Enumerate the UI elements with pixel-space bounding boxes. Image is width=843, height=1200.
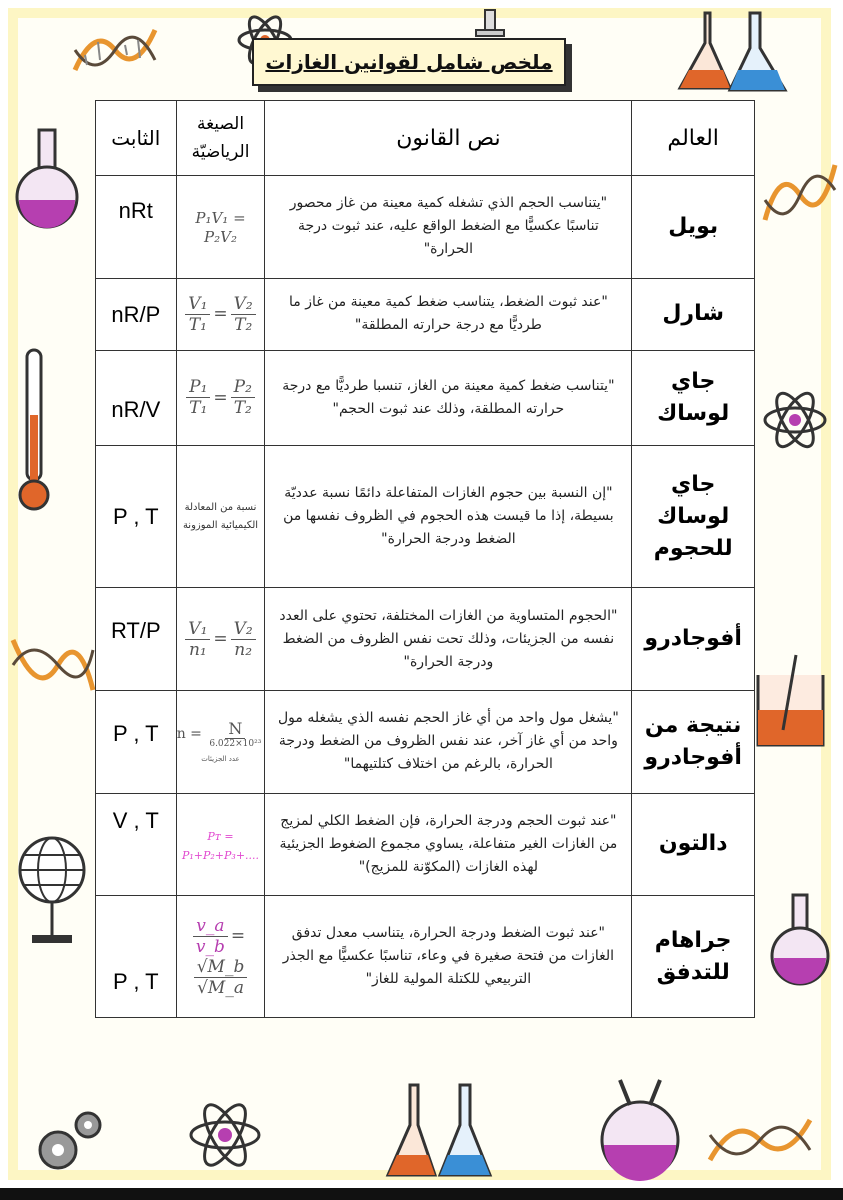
flask-left-icon xyxy=(12,125,82,235)
formula-cell xyxy=(176,793,265,896)
table-row xyxy=(96,445,755,587)
scientist-cell: نتيجة من أفوجادرو xyxy=(632,690,755,793)
scientist-cell: أفوجادرو xyxy=(632,588,755,691)
dna-left-icon xyxy=(8,630,98,700)
table-row xyxy=(96,278,755,350)
constant-cell: P , T xyxy=(96,690,177,793)
formula-cell: $\frac{\text{P₁}}{\text{T₁}}$ = $\frac{\text{P₂}}{\text{T₂}}$ xyxy=(176,350,265,445)
round-flask-icon xyxy=(590,1075,690,1185)
table-row xyxy=(96,176,755,279)
atom-right-icon xyxy=(760,385,830,455)
header-law-text: نص القانون xyxy=(265,101,632,176)
constant-cell: P , T xyxy=(96,896,177,1018)
page-title xyxy=(252,38,566,86)
fraction: $\frac{\text{V₂}}{\text{T₂}}$ xyxy=(231,294,256,335)
scientist-cell: جاي لوساك xyxy=(632,350,755,445)
law-text-cell: "عند ثبوت الضغط، يتناسب ضغط كمية معينة من غاز ما طرديًّا مع درجة حرارته المطلقة" xyxy=(265,278,632,350)
fraction: $\frac{\text{P₁}}{\text{T₁}}$ xyxy=(186,377,210,418)
fraction: $\frac{N}{\text{6.022×10²³}}$ xyxy=(209,718,262,749)
constant-cell: P , T xyxy=(96,445,177,587)
constant-cell: nR/V xyxy=(96,350,177,445)
formula-cell: $\frac{v\_a}{v\_b}$ = $\frac{√M\_b}{√M\_a}$ xyxy=(176,896,265,1018)
constant-cell: V , T xyxy=(96,793,177,896)
flask-right-icon xyxy=(768,890,833,990)
formula-cell: n = $\frac{N}{\text{6.022×10²³}}$ عدد الجزيئات xyxy=(176,690,265,793)
thermometer-icon xyxy=(14,345,54,515)
fraction: $\frac{√M\_b}{√M\_a}$ xyxy=(194,957,248,998)
formula-cell xyxy=(176,445,265,587)
scientist-cell: جراهام للتدفق xyxy=(632,896,755,1018)
constant-cell: nR/P xyxy=(96,278,177,350)
table-row xyxy=(96,588,755,691)
table-header-row xyxy=(96,101,755,176)
formula-boyle: P₁V₁ = P₂V₂ xyxy=(195,208,246,246)
constant-cell: RT/P xyxy=(96,588,177,691)
scientist-cell: بويل xyxy=(632,176,755,279)
law-text-cell: "يتناسب ضغط كمية معينة من الغاز، تنسبا طرديًّا مع درجة حرارته المطلقة، وذلك عند ثبوت الحجم" xyxy=(265,350,632,445)
law-text-cell: "إن النسبة بين حجوم الغازات المتفاعلة دائمًا نسبة عدديّة بسيطة، إذا ما قيست هذه الحجوم في الظروف نفسها من الضغط ودرجة الحرارة" xyxy=(265,445,632,587)
formula-cell xyxy=(176,176,265,279)
header-formula: الصيغة الرياضيّة xyxy=(176,101,265,176)
scientist-cell: شارل xyxy=(632,278,755,350)
flasks-icon xyxy=(665,8,805,98)
globe-icon xyxy=(12,825,92,955)
table-row xyxy=(96,690,755,793)
table-row xyxy=(96,350,755,445)
law-text-cell: "عند ثبوت الحجم ودرجة الحرارة، فإن الضغط الكلي لمزيج من الغازات الغير متفاعلة، يساوي مجموع الضغوط الجزيئية لهذه الغازات (المكوّنة للمزيج)" xyxy=(265,793,632,896)
header-constant: الثابت xyxy=(96,101,177,176)
scientist-cell: جاي لوساك للحجوم xyxy=(632,445,755,587)
fraction: $\frac{\text{V₁}}{\text{n₁}}$ xyxy=(185,619,210,660)
fraction: $\frac{\text{V₂}}{\text{n₂}}$ xyxy=(231,619,256,660)
law-text-cell: "يتناسب الحجم الذي تشغله كمية معينة من غاز محصور تناسبًا عكسيًّا مع الضغط الواقع عليه، عند ثبوت درجة الحرارة" xyxy=(265,176,632,279)
page-title-text: ملخص شامل لقوانين الغازات xyxy=(265,50,553,74)
fraction: $\frac{\text{V₁}}{\text{T₁}}$ xyxy=(185,294,210,335)
constant-cell: nRt xyxy=(96,176,177,279)
beaker-icon xyxy=(748,650,833,755)
formula-cell: $\frac{\text{V₁}}{\text{n₁}}$ = $\frac{\text{V₂}}{\text{n₂}}$ xyxy=(176,588,265,691)
dna-icon xyxy=(70,20,160,80)
dna-right-icon xyxy=(760,160,840,230)
table-row xyxy=(96,896,755,1018)
dna-bottom-icon xyxy=(705,1110,815,1170)
formula-dalton: Pᴛ = P₁+P₂+P₃+.... xyxy=(181,830,260,863)
atom-bottom-icon xyxy=(185,1095,265,1175)
law-text-cell: "الحجوم المتساوية من الغازات المختلفة، تحتوي على العدد نفسه من الجزيئات، وذلك تحت نفس الظروف من الضغط ودرجة الحرارة" xyxy=(265,588,632,691)
flasks-bottom-icon xyxy=(380,1075,500,1185)
gas-laws-table xyxy=(95,100,755,1018)
microscope-icon xyxy=(470,8,510,38)
formula-cell: $\frac{\text{V₁}}{\text{T₁}}$ = $\frac{\text{V₂}}{\text{T₂}}$ xyxy=(176,278,265,350)
header-scientist: العالم xyxy=(632,101,755,176)
fraction: $\frac{v\_a}{v\_b}$ xyxy=(193,916,228,957)
scientist-cell: دالتون xyxy=(632,793,755,896)
law-text-cell: "عند ثبوت الضغط ودرجة الحرارة، يتناسب معدل تدفق الغازات من فتحة صغيرة في وعاء، تناسبًا عكسيًّا مع الجذر التربيعي للكتلة المولية للغاز" xyxy=(265,896,632,1018)
formula-note: نسبة من المعادلة الكيميائية الموزونة xyxy=(182,501,259,531)
fraction: $\frac{\text{P₂}}{\text{T₂}}$ xyxy=(231,377,255,418)
law-text-cell: "يشغل مول واحد من أي غاز الحجم نفسه الذي يشغله مول واحد من أي غاز آخر، عند نفس الظروف من الضغط ودرجة الحرارة، بالرغم من اختلاف كتلتيهما" xyxy=(265,690,632,793)
bottom-bar xyxy=(0,1188,843,1200)
table-row xyxy=(96,793,755,896)
gears-icon xyxy=(28,1100,108,1180)
